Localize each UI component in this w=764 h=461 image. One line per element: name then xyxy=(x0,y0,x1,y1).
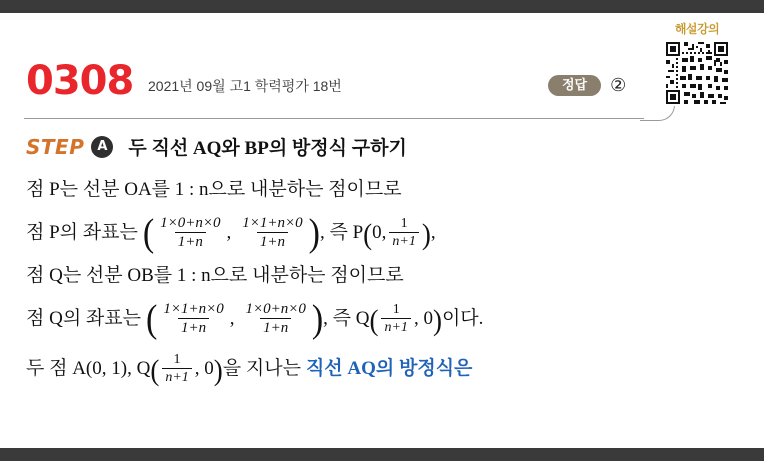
line2-mid: , 즉 P xyxy=(320,221,364,243)
answer-label: 정답 xyxy=(548,75,601,96)
fraction-2-denominator: 1+n xyxy=(257,232,288,250)
solution-body xyxy=(26,178,738,385)
qr-block[interactable] xyxy=(655,20,739,108)
answer-group xyxy=(548,75,626,96)
step-header xyxy=(26,133,407,160)
fraction-6-denominator: n+1 xyxy=(381,318,410,335)
problem-header xyxy=(0,13,764,118)
line2-suffix: , xyxy=(430,221,436,243)
fraction-3-numerator: 1 xyxy=(400,216,408,231)
fraction-2-numerator: 1×1+n×0 xyxy=(242,215,303,231)
answer-value: ② xyxy=(610,74,627,96)
bottom-band xyxy=(0,448,764,461)
fraction-4-denominator: 1+n xyxy=(178,318,209,336)
solution-line-2: 점 P의 좌표는 ( $\frac{1\times 0+n\times 0}{1+n}$ , $\frac{1\times 1+n\times 0}{1+n}$ ) , 즉 P ( 0, $\frac{1}{n+1}$ ) , xyxy=(26,211,436,255)
line4-mid: , 즉 Q xyxy=(323,307,370,329)
step-title: 두 직선 AQ와 BP의 방정식 구하기 xyxy=(128,138,407,159)
fraction-7 xyxy=(162,352,191,385)
line5-prefix: 두 점 A(0, 1), Q xyxy=(26,357,151,379)
line4-comma: , xyxy=(229,307,235,329)
qr-code-icon[interactable] xyxy=(664,40,730,106)
fraction-6-numerator: 1 xyxy=(392,302,400,317)
step-word: STEP xyxy=(26,134,85,159)
problem-source: 2021년 09월 고1 학력평가 18번 xyxy=(148,78,342,94)
line5-mid: 을 지나는 xyxy=(222,357,301,379)
fraction-1-numerator: 1×0+n×0 xyxy=(160,215,221,231)
problem-number: 0308 xyxy=(26,58,134,104)
line4-suffix: 이다. xyxy=(441,307,484,329)
fraction-5-denominator: 1+n xyxy=(260,318,291,336)
fraction-4 xyxy=(160,301,226,336)
line2-comma: , xyxy=(226,221,232,243)
line2-prefix: 점 P의 좌표는 xyxy=(26,221,138,243)
fraction-3 xyxy=(389,216,418,249)
solution-line-1: 점 P는 선분 OA를 1 : n으로 내분하는 점이므로 xyxy=(26,179,402,200)
line5-highlight: 직선 AQ의 방정식은 xyxy=(305,357,473,379)
line4-inner-post: , 0 xyxy=(413,307,433,329)
solution-line-5: 두 점 A(0, 1), Q ( $\frac{1}{n+1}$ , 0 ) 을 지나는 직선 AQ의 방정식은 xyxy=(26,352,473,386)
line5-inner-post: , 0 xyxy=(194,357,214,379)
fraction-6 xyxy=(381,302,410,335)
line4-prefix: 점 Q의 좌표는 xyxy=(26,307,141,329)
header-divider xyxy=(24,118,644,119)
fraction-3-denominator: n+1 xyxy=(389,232,418,249)
fraction-5-numerator: 1×0+n×0 xyxy=(245,301,306,317)
qr-label: 해설강의 xyxy=(674,22,720,36)
top-band xyxy=(0,0,764,13)
fraction-7-numerator: 1 xyxy=(173,352,181,367)
fraction-2 xyxy=(239,215,305,250)
fraction-4-numerator: 1×1+n×0 xyxy=(163,301,224,317)
fraction-1 xyxy=(157,215,223,250)
solution-line-3: 점 Q는 선분 OB를 1 : n으로 내분하는 점이므로 xyxy=(26,265,404,286)
step-badge: A xyxy=(91,136,113,158)
fraction-5 xyxy=(242,301,308,336)
line2-inner-pre: 0, xyxy=(372,221,387,243)
fraction-7-denominator: n+1 xyxy=(162,368,191,385)
fraction-1-denominator: 1+n xyxy=(175,232,206,250)
solution-line-4: 점 Q의 좌표는 ( $\frac{1\times 1+n\times 0}{1+n}$ , $\frac{1\times 0+n\times 0}{1+n}$ ) , 즉 Q ( $\frac{1}{n+1}$ , 0 ) 이다. xyxy=(26,297,484,341)
